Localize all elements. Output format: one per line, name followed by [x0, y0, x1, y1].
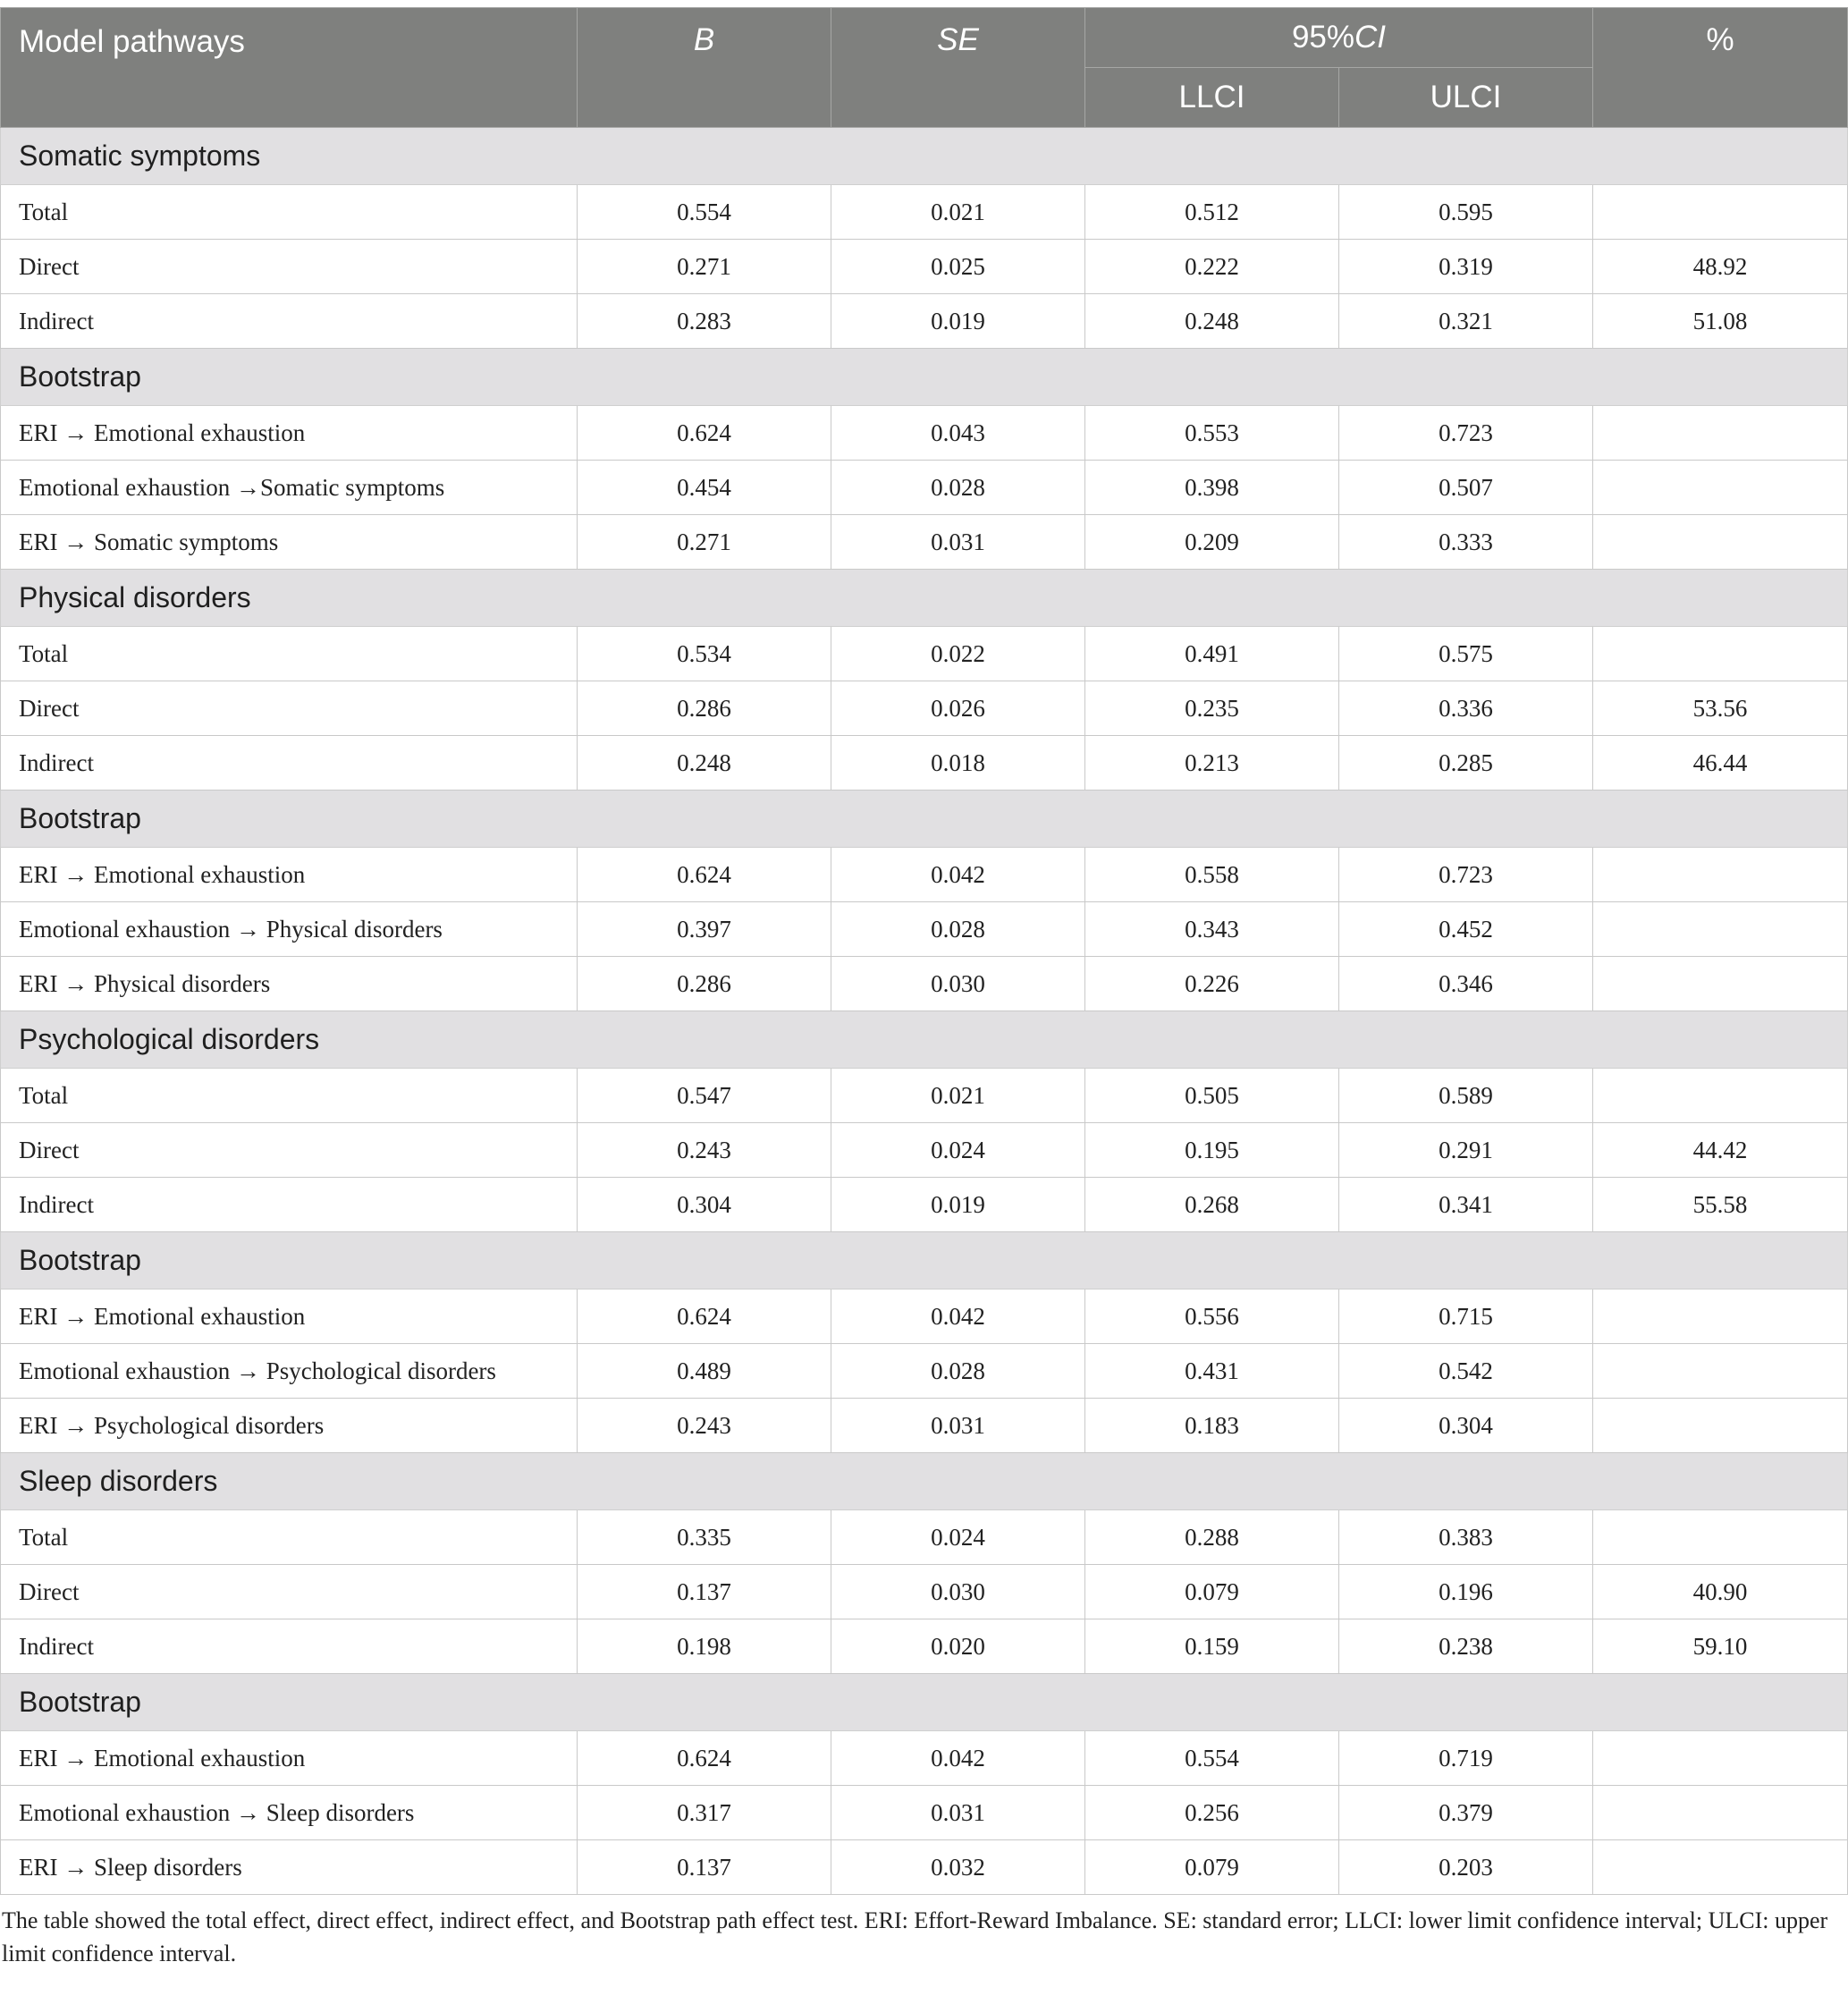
cell-se: 0.042: [831, 1731, 1085, 1786]
header-model-pathways: Model pathways: [1, 8, 578, 128]
cell-se: 0.020: [831, 1619, 1085, 1674]
cell-llci: 0.222: [1085, 240, 1339, 294]
table-row: [1, 1178, 1848, 1232]
section-title: Bootstrap: [1, 791, 1848, 848]
cell-llci: 0.079: [1085, 1565, 1339, 1619]
cell-b: 0.534: [578, 627, 831, 681]
cell-percent: [1593, 902, 1848, 957]
cell-b: 0.248: [578, 736, 831, 791]
cell-percent: [1593, 406, 1848, 461]
cell-percent: [1593, 1786, 1848, 1840]
section-row: [1, 1453, 1848, 1510]
table-row: [1, 848, 1848, 902]
cell-ulci: 0.542: [1339, 1344, 1593, 1399]
cell-se: 0.028: [831, 461, 1085, 515]
cell-b: 0.624: [578, 406, 831, 461]
mediation-results-table: [0, 7, 1848, 1895]
cell-b: 0.137: [578, 1565, 831, 1619]
cell-ulci: 0.285: [1339, 736, 1593, 791]
cell-llci: 0.159: [1085, 1619, 1339, 1674]
section-row: [1, 1011, 1848, 1069]
cell-se: 0.030: [831, 957, 1085, 1011]
table-row: [1, 515, 1848, 570]
table-row: [1, 1344, 1848, 1399]
table-row: [1, 240, 1848, 294]
cell-ulci: 0.346: [1339, 957, 1593, 1011]
cell-pathway: Emotional exhaustion → Sleep disorders: [1, 1786, 578, 1840]
cell-ulci: 0.203: [1339, 1840, 1593, 1895]
cell-llci: 0.256: [1085, 1786, 1339, 1840]
section-row: [1, 570, 1848, 627]
section-title: Somatic symptoms: [1, 128, 1848, 185]
cell-ulci: 0.379: [1339, 1786, 1593, 1840]
cell-b: 0.271: [578, 515, 831, 570]
cell-pathway: ERI → Emotional exhaustion: [1, 848, 578, 902]
cell-pathway: ERI → Somatic symptoms: [1, 515, 578, 570]
section-row: [1, 128, 1848, 185]
cell-llci: 0.183: [1085, 1399, 1339, 1453]
header-95ci-prefix: 95%: [1291, 20, 1355, 55]
cell-b: 0.397: [578, 902, 831, 957]
cell-percent: [1593, 627, 1848, 681]
cell-percent: 44.42: [1593, 1123, 1848, 1178]
cell-ulci: 0.507: [1339, 461, 1593, 515]
cell-se: 0.022: [831, 627, 1085, 681]
cell-se: 0.019: [831, 294, 1085, 349]
cell-llci: 0.268: [1085, 1178, 1339, 1232]
section-row: [1, 1674, 1848, 1731]
cell-llci: 0.235: [1085, 681, 1339, 736]
section-title: Physical disorders: [1, 570, 1848, 627]
section-title: Sleep disorders: [1, 1453, 1848, 1510]
cell-b: 0.317: [578, 1786, 831, 1840]
cell-percent: [1593, 1731, 1848, 1786]
cell-llci: 0.556: [1085, 1289, 1339, 1344]
cell-ulci: 0.238: [1339, 1619, 1593, 1674]
cell-percent: 40.90: [1593, 1565, 1848, 1619]
cell-b: 0.137: [578, 1840, 831, 1895]
cell-pathway: Direct: [1, 1565, 578, 1619]
cell-pathway: Indirect: [1, 294, 578, 349]
table-body: [1, 128, 1848, 1895]
table-row: [1, 1731, 1848, 1786]
cell-llci: 0.558: [1085, 848, 1339, 902]
cell-llci: 0.079: [1085, 1840, 1339, 1895]
cell-se: 0.024: [831, 1123, 1085, 1178]
table-row: [1, 1399, 1848, 1453]
cell-se: 0.031: [831, 1786, 1085, 1840]
table-row: [1, 406, 1848, 461]
cell-llci: 0.554: [1085, 1731, 1339, 1786]
cell-percent: [1593, 1840, 1848, 1895]
table-row: [1, 1510, 1848, 1565]
cell-percent: [1593, 1399, 1848, 1453]
table-row: [1, 736, 1848, 791]
cell-se: 0.028: [831, 902, 1085, 957]
cell-llci: 0.226: [1085, 957, 1339, 1011]
cell-b: 0.624: [578, 848, 831, 902]
cell-ulci: 0.341: [1339, 1178, 1593, 1232]
section-title: Bootstrap: [1, 1674, 1848, 1731]
cell-b: 0.304: [578, 1178, 831, 1232]
cell-ulci: 0.723: [1339, 848, 1593, 902]
cell-ulci: 0.715: [1339, 1289, 1593, 1344]
cell-llci: 0.512: [1085, 185, 1339, 240]
cell-b: 0.286: [578, 681, 831, 736]
cell-pathway: Direct: [1, 240, 578, 294]
header-llci: LLCI: [1085, 68, 1339, 128]
cell-ulci: 0.336: [1339, 681, 1593, 736]
results-table-container: [0, 7, 1848, 1970]
cell-percent: 55.58: [1593, 1178, 1848, 1232]
cell-b: 0.554: [578, 185, 831, 240]
section-title: Bootstrap: [1, 349, 1848, 406]
cell-b: 0.547: [578, 1069, 831, 1123]
cell-pathway: Direct: [1, 1123, 578, 1178]
cell-percent: 46.44: [1593, 736, 1848, 791]
cell-se: 0.026: [831, 681, 1085, 736]
table-row: [1, 1786, 1848, 1840]
cell-b: 0.286: [578, 957, 831, 1011]
cell-ulci: 0.452: [1339, 902, 1593, 957]
cell-percent: [1593, 848, 1848, 902]
cell-ulci: 0.589: [1339, 1069, 1593, 1123]
cell-percent: 59.10: [1593, 1619, 1848, 1674]
section-title: Bootstrap: [1, 1232, 1848, 1289]
header-percent: %: [1593, 8, 1848, 128]
table-header: [1, 8, 1848, 128]
section-title: Psychological disorders: [1, 1011, 1848, 1069]
cell-se: 0.018: [831, 736, 1085, 791]
header-b: B: [578, 8, 831, 128]
cell-pathway: ERI → Sleep disorders: [1, 1840, 578, 1895]
cell-pathway: Emotional exhaustion → Psychological disorders: [1, 1344, 578, 1399]
cell-percent: [1593, 957, 1848, 1011]
table-footnote: The table showed the total effect, direct effect, indirect effect, and Bootstrap path effect test. ERI: Effort-Reward Imbalance. SE: standard error; LLCI: lower limit confidence interval; ULCI: upper limit confidence interval.: [2, 1907, 1828, 1966]
cell-pathway: ERI → Emotional exhaustion: [1, 1731, 578, 1786]
cell-se: 0.021: [831, 185, 1085, 240]
cell-percent: 48.92: [1593, 240, 1848, 294]
cell-pathway: ERI → Emotional exhaustion: [1, 1289, 578, 1344]
table-row: [1, 1565, 1848, 1619]
cell-percent: [1593, 1510, 1848, 1565]
cell-b: 0.271: [578, 240, 831, 294]
cell-pathway: ERI → Physical disorders: [1, 957, 578, 1011]
table-row: [1, 1619, 1848, 1674]
cell-pathway: Emotional exhaustion → Physical disorders: [1, 902, 578, 957]
table-row: [1, 1840, 1848, 1895]
cell-se: 0.042: [831, 1289, 1085, 1344]
cell-b: 0.624: [578, 1731, 831, 1786]
cell-se: 0.030: [831, 1565, 1085, 1619]
cell-ulci: 0.304: [1339, 1399, 1593, 1453]
cell-llci: 0.213: [1085, 736, 1339, 791]
cell-llci: 0.343: [1085, 902, 1339, 957]
cell-llci: 0.195: [1085, 1123, 1339, 1178]
cell-se: 0.024: [831, 1510, 1085, 1565]
cell-se: 0.031: [831, 515, 1085, 570]
header-95ci-italic: CI: [1354, 20, 1387, 55]
cell-ulci: 0.321: [1339, 294, 1593, 349]
cell-b: 0.624: [578, 1289, 831, 1344]
cell-ulci: 0.383: [1339, 1510, 1593, 1565]
cell-b: 0.243: [578, 1399, 831, 1453]
cell-percent: [1593, 515, 1848, 570]
cell-ulci: 0.196: [1339, 1565, 1593, 1619]
cell-percent: 53.56: [1593, 681, 1848, 736]
cell-b: 0.454: [578, 461, 831, 515]
cell-pathway: Indirect: [1, 1619, 578, 1674]
header-ulci: ULCI: [1339, 68, 1593, 128]
cell-ulci: 0.319: [1339, 240, 1593, 294]
table-row: [1, 957, 1848, 1011]
cell-pathway: Total: [1, 1510, 578, 1565]
header-95ci: [1085, 8, 1593, 68]
cell-b: 0.243: [578, 1123, 831, 1178]
cell-ulci: 0.291: [1339, 1123, 1593, 1178]
cell-pathway: Emotional exhaustion →Somatic symptoms: [1, 461, 578, 515]
cell-llci: 0.248: [1085, 294, 1339, 349]
cell-se: 0.028: [831, 1344, 1085, 1399]
table-row: [1, 1069, 1848, 1123]
cell-pathway: Indirect: [1, 1178, 578, 1232]
cell-llci: 0.553: [1085, 406, 1339, 461]
cell-pathway: ERI → Psychological disorders: [1, 1399, 578, 1453]
cell-pathway: Total: [1, 1069, 578, 1123]
cell-pathway: Total: [1, 627, 578, 681]
section-row: [1, 349, 1848, 406]
table-row: [1, 461, 1848, 515]
cell-ulci: 0.719: [1339, 1731, 1593, 1786]
cell-se: 0.025: [831, 240, 1085, 294]
cell-ulci: 0.575: [1339, 627, 1593, 681]
header-se: SE: [831, 8, 1085, 128]
cell-pathway: Total: [1, 185, 578, 240]
cell-se: 0.031: [831, 1399, 1085, 1453]
cell-ulci: 0.333: [1339, 515, 1593, 570]
cell-percent: 51.08: [1593, 294, 1848, 349]
table-row: [1, 1123, 1848, 1178]
cell-se: 0.043: [831, 406, 1085, 461]
cell-percent: [1593, 1289, 1848, 1344]
cell-ulci: 0.595: [1339, 185, 1593, 240]
table-row: [1, 681, 1848, 736]
table-row: [1, 294, 1848, 349]
table-row: [1, 902, 1848, 957]
cell-se: 0.019: [831, 1178, 1085, 1232]
cell-percent: [1593, 1069, 1848, 1123]
cell-pathway: Indirect: [1, 736, 578, 791]
cell-percent: [1593, 461, 1848, 515]
cell-ulci: 0.723: [1339, 406, 1593, 461]
table-row: [1, 185, 1848, 240]
cell-b: 0.335: [578, 1510, 831, 1565]
table-row: [1, 627, 1848, 681]
cell-llci: 0.288: [1085, 1510, 1339, 1565]
section-row: [1, 791, 1848, 848]
table-row: [1, 1289, 1848, 1344]
cell-percent: [1593, 185, 1848, 240]
cell-pathway: ERI → Emotional exhaustion: [1, 406, 578, 461]
cell-se: 0.042: [831, 848, 1085, 902]
cell-pathway: Direct: [1, 681, 578, 736]
cell-llci: 0.491: [1085, 627, 1339, 681]
cell-b: 0.283: [578, 294, 831, 349]
cell-llci: 0.209: [1085, 515, 1339, 570]
cell-llci: 0.505: [1085, 1069, 1339, 1123]
section-row: [1, 1232, 1848, 1289]
cell-se: 0.021: [831, 1069, 1085, 1123]
cell-percent: [1593, 1344, 1848, 1399]
cell-llci: 0.431: [1085, 1344, 1339, 1399]
cell-b: 0.489: [578, 1344, 831, 1399]
cell-llci: 0.398: [1085, 461, 1339, 515]
cell-b: 0.198: [578, 1619, 831, 1674]
cell-se: 0.032: [831, 1840, 1085, 1895]
